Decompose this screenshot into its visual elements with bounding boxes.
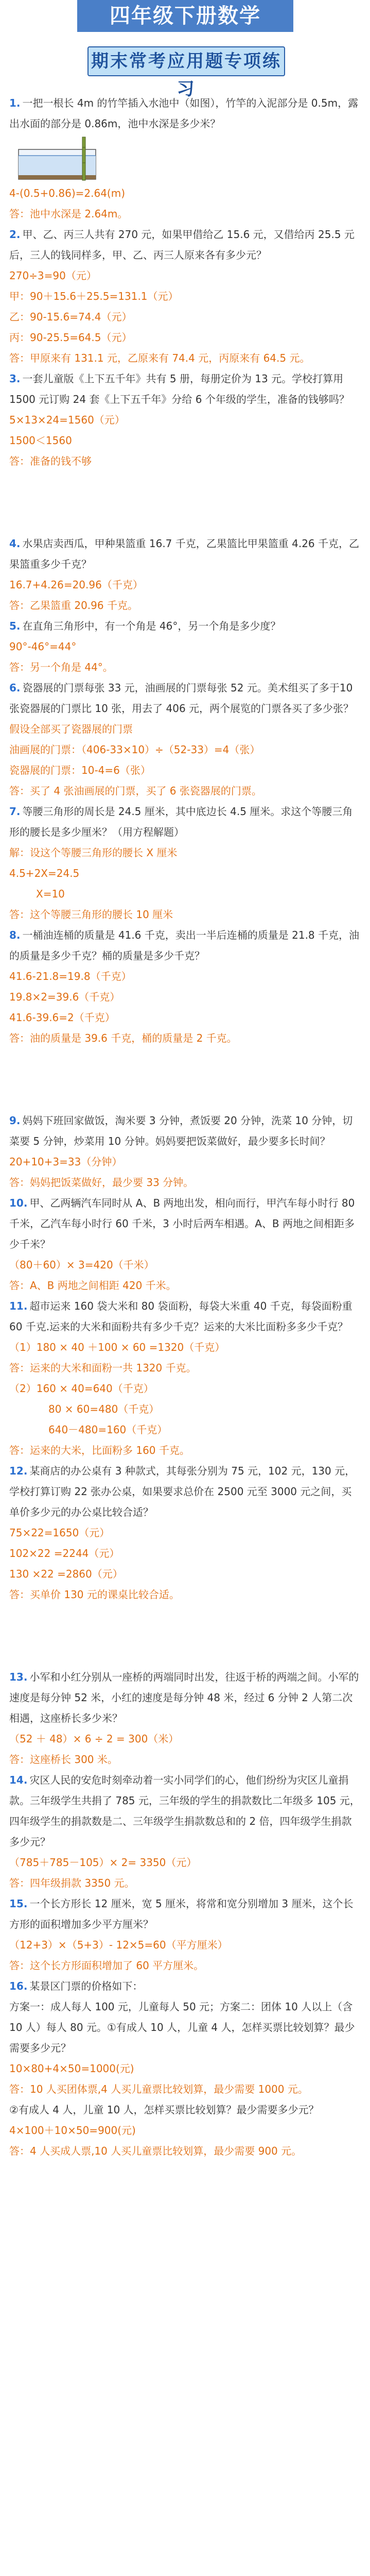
problem-5 bbox=[0, 616, 370, 677]
problem-text: 灾区人民的安危时刻牵动着一实小同学们的心，他们纷纷为灾区儿童捐款。三年级学生共捐了 785 元，三年级的学生的捐款数比二年级多 105 元，四年级学生的捐款数是二、三年级学生捐款数总和的 2 倍，四年级学生捐款多少元？ bbox=[9, 1774, 360, 1848]
problem-question bbox=[9, 224, 361, 265]
work-line: 4×100＋10×50=900(元) bbox=[9, 2124, 136, 2137]
answer-line: 答：4 人买成人票,10 人买儿童票比较划算，最少需要 900 元。 bbox=[9, 2145, 302, 2157]
answer-line: 答：妈妈把饭菜做好，最少要 33 分钟。 bbox=[9, 1176, 194, 1189]
answer-line: 答：油的质量是 39.6 千克，桶的质量是 2 千克。 bbox=[9, 1032, 237, 1044]
problem-question bbox=[9, 1770, 361, 1852]
page-title: 四年级下册数学 bbox=[77, 0, 293, 32]
answer-line: 答：准备的钱不够 bbox=[9, 455, 92, 467]
work-line: 假设全部买了瓷器展的门票 bbox=[9, 723, 133, 735]
problem-text: 瓷器展的门票每张 33 元，油画展的门票每张 52 元。美术组买了多于10张瓷器展的门票比 10 张，用去了 406 元，两个展览的门票各买了多少张？ bbox=[9, 682, 354, 715]
pool-bamboo-figure bbox=[9, 134, 107, 183]
problem-question bbox=[9, 616, 361, 636]
problem-question bbox=[9, 1461, 361, 1522]
work-line: 4-(0.5+0.86)=2.64(m) bbox=[9, 187, 126, 199]
work-line: 油画展的门票：（406-33×10）÷（52-33）=4（张） bbox=[9, 743, 260, 756]
work-line: 1500＜1560 bbox=[9, 434, 72, 447]
problem-question bbox=[9, 368, 361, 410]
problem-text: 某商店的办公桌有 3 种款式，其每张分别为 75 元，102 元，130 元，学校打算订购 22 张办公桌，如果要求总价在 2500 元至 3000 元之间，买单价多少元的办公桌比较合适？ bbox=[9, 1465, 356, 1518]
answer-line: 答：这座桥长 300 米。 bbox=[9, 1753, 118, 1766]
problem-number: 4. bbox=[9, 537, 21, 550]
work-line: （52 ＋ 48）× 6 ÷ 2 = 300（米） bbox=[9, 1733, 179, 1745]
problem-text: 水果店卖西瓜，甲种果篮重 16.7 千克，乙果篮比甲果篮重 4.26 千克，乙果篮重多少千克？ bbox=[9, 537, 360, 570]
problem-3 bbox=[0, 368, 370, 471]
problem-question bbox=[9, 801, 361, 842]
answer-line: 答：四年级捐款 3350 元。 bbox=[9, 1877, 135, 1889]
work-line: 130 ×22 =2860（元） bbox=[9, 1568, 123, 1580]
spacer bbox=[0, 1048, 370, 1110]
answer-line: 答：运来的大米和面粉一共 1320 千克。 bbox=[9, 1362, 197, 1374]
problem-subquestion: ②有成人 4 人，儿童 10 人，怎样买票比较划算？最少需要多少元？ bbox=[9, 2104, 319, 2116]
answer-line: 答：这个长方形面积增加了 60 平方厘米。 bbox=[9, 1959, 204, 1972]
work-line: 41.6-39.6=2（千克） bbox=[9, 1011, 115, 1024]
problem-number: 13. bbox=[9, 1671, 28, 1683]
problem-question bbox=[9, 1893, 361, 1935]
problem-text: 超市运来 160 袋大米和 80 袋面粉，每袋大米重 40 千克，每袋面粉重 60 千克.运来的大米和面粉共有多少千克？运来的大米比面粉多多少千克？ bbox=[9, 1300, 353, 1333]
problem-question bbox=[9, 677, 361, 719]
problem-text: 一把一根长 4m 的竹竿插入水池中（如图），竹竿的入泥部分是 0.5m，露出水面的部分是 0.86m，池中水深是多少米？ bbox=[9, 97, 359, 130]
problem-number: 16. bbox=[9, 1980, 28, 1992]
work-line: （80＋60）× 3=420（千米） bbox=[9, 1259, 154, 1271]
work-line: （1）180 × 40 ＋100 × 60 =1320（千克） bbox=[9, 1341, 225, 1353]
work-line: X=10 bbox=[36, 888, 65, 900]
problem-2 bbox=[0, 224, 370, 368]
work-line: 瓷器展的门票：10-4=6（张） bbox=[9, 764, 151, 776]
work-line: 解：设这个等腰三角形的腰长 X 厘米 bbox=[9, 846, 178, 859]
answer-line: 答：买了 4 张油画展的门票，买了 6 张瓷器展的门票。 bbox=[9, 785, 262, 797]
answer-line: 答：运来的大米，比面粉多 160 千克。 bbox=[9, 1444, 190, 1456]
problem-number: 1. bbox=[9, 97, 21, 109]
problem-question bbox=[9, 1110, 361, 1151]
header bbox=[0, 0, 370, 99]
problem-16 bbox=[0, 1976, 370, 2161]
problem-number: 6. bbox=[9, 682, 21, 694]
problem-text: 一套儿童版《上下五千年》共有 5 册，每册定价为 13 元。学校打算用 1500 元订购 24 套《上下五千年》分给 6 个年级的学生，准备的钱够吗？ bbox=[9, 372, 349, 405]
problem-text: 甲、乙两辆汽车同时从 A、B 两地出发，相向而行，甲汽车每小时行 80 千米，乙汽车每小时行 60 千米，3 小时后两车相遇。A、B 两地之间相距多少千米？ bbox=[9, 1197, 355, 1250]
answer-line: 答：A、B 两地之间相距 420 千米。 bbox=[9, 1279, 177, 1292]
spacer bbox=[0, 1605, 370, 1667]
problem-question bbox=[9, 93, 361, 134]
work-line: 90°-46°=44° bbox=[9, 640, 77, 653]
problem-question bbox=[9, 1296, 361, 1337]
problem-text: 小军和小红分别从一座桥的两端同时出发，往返于桥的两端之间。小军的速度是每分钟 52 米，小红的速度是每分钟 48 米，经过 6 分钟 2 人第二次相遇，这座桥长多少米？ bbox=[9, 1671, 359, 1724]
problem-text: 妈妈下班回家做饭，淘米要 3 分钟，煮饭要 20 分钟，洗菜 10 分钟，切菜要 5 分钟，炒菜用 10 分钟。妈妈要把饭菜做好，最少要多长时间？ bbox=[9, 1114, 353, 1147]
work-line: 80 × 60=480（千克） bbox=[48, 1403, 160, 1415]
problem-text: 一个长方形长 12 厘米，宽 5 厘米，将常和宽分别增加 3 厘米，这个长方形的面积增加多少平方厘米？ bbox=[9, 1897, 354, 1930]
problem-number: 9. bbox=[9, 1114, 21, 1127]
problem-4 bbox=[0, 533, 370, 616]
work-line: 5×13×24=1560（元） bbox=[9, 414, 125, 426]
problem-number: 15. bbox=[9, 1897, 28, 1910]
problem-question bbox=[9, 1193, 361, 1255]
problem-number: 14. bbox=[9, 1774, 28, 1786]
answer-line: 答：买单价 130 元的课桌比较合适。 bbox=[9, 1588, 180, 1601]
answer-line: 答：池中水深是 2.64m。 bbox=[9, 208, 128, 220]
problem-12 bbox=[0, 1461, 370, 1605]
work-line: （2）160 × 40=640（千克） bbox=[9, 1382, 154, 1395]
work-line: 4.5+2X=24.5 bbox=[9, 867, 80, 879]
work-line: 41.6-21.8=19.8（千克） bbox=[9, 970, 132, 982]
figure-row bbox=[9, 134, 361, 183]
answer-line: 答：另一个角是 44°。 bbox=[9, 661, 113, 673]
problem-text-continued: 方案一：成人每人 100 元，儿童每人 50 元；方案二：团体 10 人以上（含 10 人）每人 80 元。①有成人 10 人，儿童 4 人，怎样买票比较划算？最少需要多少元？ bbox=[9, 2001, 355, 2054]
work-line: 10×80+4×50=1000(元) bbox=[9, 2062, 134, 2075]
work-line: 乙：90-15.6=74.4（元） bbox=[9, 311, 132, 323]
problem-number: 3. bbox=[9, 372, 21, 385]
work-line: 16.7+4.26=20.96（千克） bbox=[9, 579, 143, 591]
work-line: 102×22 =2244（元） bbox=[9, 1547, 120, 1560]
problem-number: 2. bbox=[9, 228, 21, 241]
problem-7 bbox=[0, 801, 370, 925]
problem-number: 5. bbox=[9, 620, 21, 632]
problem-text: 某景区门票的价格如下： bbox=[29, 1980, 143, 1992]
problem-number: 8. bbox=[9, 929, 21, 941]
problem-15 bbox=[0, 1893, 370, 1976]
page-subtitle: 期末常考应用题专项练习 bbox=[91, 51, 281, 99]
problem-question bbox=[9, 925, 361, 966]
work-line: 75×22=1650（元） bbox=[9, 1527, 110, 1539]
work-line: 丙：90-25.5=64.5（元） bbox=[9, 331, 132, 344]
answer-line: 答：甲原来有 131.1 元，乙原来有 74.4 元，丙原来有 64.5 元。 bbox=[9, 352, 310, 364]
work-line: 640－480=160（千克） bbox=[48, 1423, 168, 1436]
answer-line: 答：乙果篮重 20.96 千克。 bbox=[9, 599, 138, 612]
problem-13 bbox=[0, 1667, 370, 1770]
problem-1 bbox=[0, 93, 370, 224]
answer-line: 答：10 人买团体票,4 人买儿童票比较划算，最少需要 1000 元。 bbox=[9, 2083, 308, 2095]
problem-8 bbox=[0, 925, 370, 1048]
problem-number: 7. bbox=[9, 805, 21, 818]
problem-question bbox=[9, 1667, 361, 1728]
problem-text: 等腰三角形的周长是 24.5 厘米，其中底边长 4.5 厘米。求这个等腰三角形的腰长是多少厘米？（用方程解题） bbox=[9, 805, 353, 838]
problem-11 bbox=[0, 1296, 370, 1461]
problem-6 bbox=[0, 677, 370, 801]
problem-text: 在直角三角形中，有一个角是 46°，另一个角是多少度？ bbox=[22, 620, 281, 632]
work-line: 19.8×2=39.6（千克） bbox=[9, 991, 120, 1003]
work-line: 20+10+3=33（分钟） bbox=[9, 1156, 122, 1168]
problem-10 bbox=[0, 1193, 370, 1296]
work-line: （12+3）×（5+3）- 12×5=60（平方厘米） bbox=[9, 1939, 228, 1951]
answer-line: 答：这个等腰三角形的腰长 10 厘米 bbox=[9, 908, 173, 921]
problem-text: 一桶油连桶的质量是 41.6 千克，卖出一半后连桶的质量是 21.8 千克，油的质量是多少千克？桶的质量是多少千克？ bbox=[9, 929, 360, 962]
work-line: 270÷3=90（元） bbox=[9, 269, 97, 282]
problem-number: 10. bbox=[9, 1197, 28, 1209]
problem-question bbox=[9, 1976, 361, 1996]
problem-number: 11. bbox=[9, 1300, 28, 1312]
problem-question bbox=[9, 533, 361, 574]
work-line: （785＋785－105）× 2= 3350（元） bbox=[9, 1856, 197, 1869]
problem-text: 甲、乙、丙三人共有 270 元，如果甲借给乙 15.6 元，又借给丙 25.5 元后，三人的钱同样多，甲、乙、丙三人原来各有多少元？ bbox=[9, 228, 355, 261]
problem-9 bbox=[0, 1110, 370, 1193]
subtitle-box bbox=[87, 46, 285, 99]
problem-14 bbox=[0, 1770, 370, 1893]
problem-number: 12. bbox=[9, 1465, 28, 1477]
work-line: 甲：90＋15.6＋25.5=131.1（元） bbox=[9, 290, 179, 302]
spacer bbox=[0, 471, 370, 533]
